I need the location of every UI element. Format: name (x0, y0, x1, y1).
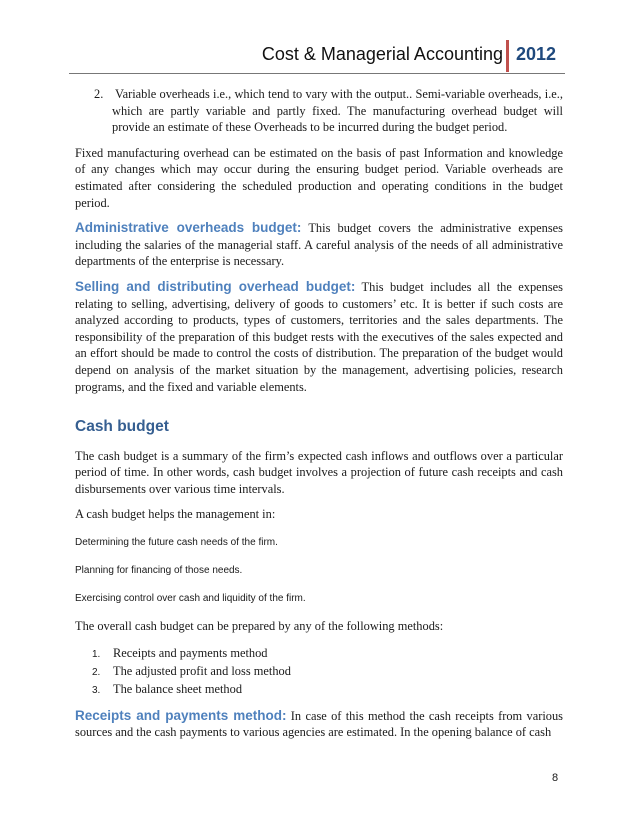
method-number: 2. (92, 666, 101, 678)
methods-intro: The overall cash budget can be prepared by any of the following methods: (75, 619, 444, 634)
cash-budget-title-line (75, 419, 563, 436)
cash-use-item: Exercising control over cash and liquidity of the firm. (75, 593, 306, 605)
selling-heading: Selling and distributing overhead budget: (75, 278, 356, 294)
method-number: 3. (92, 684, 101, 696)
admin-paragraph (75, 220, 563, 270)
header-rule (69, 73, 565, 74)
header-title: Cost & Managerial Accounting (261, 44, 503, 64)
receipts-paragraph (75, 708, 563, 741)
cash-use-item: Determining the future cash needs of the firm. (75, 537, 278, 549)
list-item-text: Variable overheads i.e., which tend to vary with the output.. Semi-variable overheads, i.e., which are partly variable and partly fixed. The manufacturing overhead budget will provide an estimate of these Overheads to be incurred during the budget period. (112, 87, 563, 135)
selling-paragraph (75, 279, 563, 395)
header-separator (506, 40, 509, 72)
method-item (92, 681, 563, 699)
page-header (0, 40, 638, 76)
methods-list (75, 645, 563, 699)
cash-helps-line: A cash budget helps the management in: (75, 507, 276, 522)
method-item (92, 645, 563, 663)
method-label: Receipts and payments method (113, 645, 268, 660)
receipts-heading: Receipts and payments method: (75, 707, 287, 723)
admin-heading: Administrative overheads budget: (75, 220, 302, 236)
method-label: The adjusted profit and loss method (113, 663, 291, 678)
list-item-number: 2. (94, 87, 104, 101)
page-content (75, 86, 563, 741)
selling-text: This budget includes all the expenses relating to selling, advertising, delivery of goods to customers’ etc. It is better if such costs are analyzed according to products, types of customers, territories and the sales departments. The responsibility of the preparation of this budget rests with the executives of the sales expected and an effort should be made to control the costs of distribution. The preparation of the budget would depend on analysis of the market situation by the management, advertising policies, research programs, and the fixed and variable elements. (75, 279, 563, 394)
cash-use-item: Planning for financing of those needs. (75, 565, 243, 577)
cash-budget-title: Cash budget (75, 418, 169, 436)
method-item (92, 663, 563, 681)
method-label: The balance sheet method (113, 681, 243, 696)
fixed-overhead-paragraph: Fixed manufacturing overhead can be estimated on the basis of past Information and knowledge of any changes which may occur during the ensuring budget period. Variable overheads are estimated after considering the scheduled production and operating conditions in the budget period. (75, 145, 563, 210)
method-number: 1. (92, 648, 101, 660)
receipts-text: In case of this method the cash receipts from various sources and the cash payments to various agencies are estimated. In the opening balance of cash (75, 708, 563, 740)
cash-intro-paragraph: The cash budget is a summary of the firm’s expected cash inflows and outflows over a particular period of time. In other words, cash budget involves a projection of future cash receipts and cash disbursements over various time intervals. (75, 448, 563, 496)
header-year: 2012 (516, 44, 557, 64)
admin-text: This budget covers the administrative expenses including the salaries of the managerial staff. A careful analysis of the needs of all administrative departments of the enterprise is necessary. (75, 221, 563, 269)
list-item-2 (94, 86, 563, 136)
page-number: 8 (552, 772, 559, 784)
